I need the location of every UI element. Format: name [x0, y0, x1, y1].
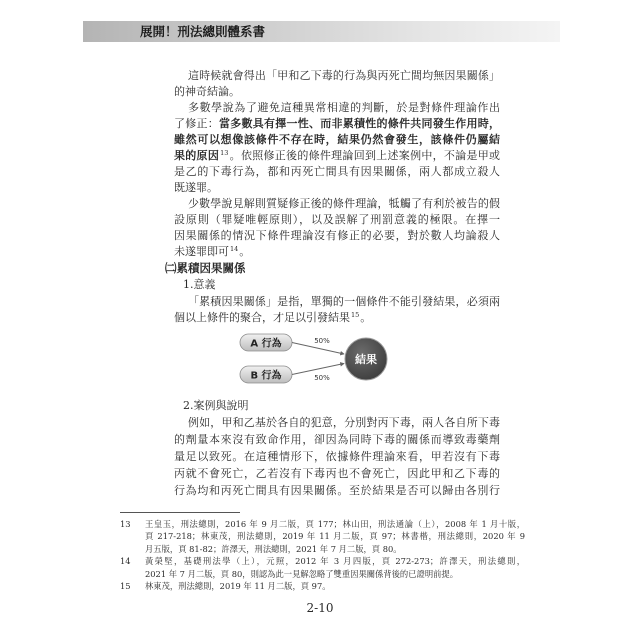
- footnote: [120, 555, 525, 580]
- result-node: [345, 338, 387, 380]
- footnote-line: 2021 年 7 月二版，頁 80，則認為此一見解忽略了雙重因果關係背後的已證明前提。: [145, 568, 459, 579]
- cumulative-causation-diagram: [230, 326, 400, 392]
- edge-b-label: 50%: [314, 374, 330, 382]
- paragraph-line: [174, 116, 500, 132]
- paragraph-line: [174, 310, 500, 326]
- paragraph-line: 多數學說為了避免這種異常相違的判斷，於是對條件理論作出: [188, 101, 500, 114]
- paragraph-line: 設原則（罪疑唯輕原則），以及誤解了刑罰意義的極限。在擇一: [174, 213, 500, 226]
- footnote-text: [145, 580, 525, 592]
- footnote-line: 王皇玉，刑法總則，2016 年 9 月二版，頁 177；林山田，刑法通論（上），2008 年 1 月十版，: [145, 519, 525, 529]
- footnote-number: 13: [120, 519, 131, 529]
- node-b-label: B 行為: [250, 370, 282, 382]
- footnote-line: 黃榮堅，基礎刑法學（上），元照，2012 年 3 月四版，頁 272-273；許澤天，刑法總則，: [145, 556, 525, 567]
- running-header-title: 展開！刑法總則體系書: [140, 24, 266, 39]
- paragraph-line: 「累積因果關係」是指，單獨的一個條件不能引發結果，必須兩: [188, 295, 500, 308]
- node-a-label: A 行為: [250, 338, 282, 350]
- alternative-causation-text: [174, 68, 500, 260]
- footnote: [120, 580, 525, 592]
- footnote-text: [145, 555, 525, 580]
- bold-text: 果的原因: [174, 149, 220, 162]
- page-number: 2-10: [306, 601, 334, 615]
- section-heading: ㈡累積因果關係: [165, 261, 246, 275]
- footnote-line: 林東茂，刑法總則，2019 年 11 月二版，頁 97。: [145, 580, 331, 591]
- paragraph-line: 丙就不會死亡，乙若沒有下毒丙也不會死亡，因此甲和乙下毒的: [174, 467, 500, 480]
- paragraph-line: 例如，甲和乙基於各自的犯意，分別對丙下毒，兩人各自所下毒: [188, 416, 500, 429]
- plain-text: 個以上條件的聚合，才足以引發結果: [174, 311, 350, 324]
- node-b: [240, 366, 292, 383]
- footnote-reference: 15: [351, 311, 360, 319]
- paragraph-line: 少數學說見解則質疑修正後的條件理論，牴觸了有利於被告的假: [188, 197, 500, 210]
- paragraph-line: 的劑量本來沒有致命作用，卻因為同時下毒的關係而導致毒藥劑: [174, 433, 500, 446]
- footnote-number: 14: [120, 556, 131, 567]
- paragraph-line: 既遂罪。: [174, 181, 218, 194]
- paragraph-line: [174, 244, 500, 260]
- footnote: [120, 518, 525, 555]
- paragraph-line: 因果關係的情況下條件理論沒有修正的必要，對於數人均論殺人: [174, 229, 500, 242]
- plain-text: 未遂罪即可: [174, 245, 229, 258]
- footnote-reference: 14: [230, 245, 239, 253]
- footnote-text: [145, 518, 525, 555]
- subsection-heading: 2.案例與說明: [183, 399, 249, 412]
- edge-b-arrow: [292, 364, 344, 375]
- plain-text: 。依照修正後的條件理論回到上述案例中，不論是甲或: [229, 149, 501, 162]
- paragraph-line: [174, 148, 500, 164]
- footnote-reference: 13: [220, 149, 229, 157]
- paragraph-line-bold: 雖然可以想像該條件不存在時，結果仍然會發生，該條件仍屬結: [174, 133, 500, 146]
- plain-text: 。: [239, 245, 251, 258]
- footnote-number: 15: [120, 580, 131, 591]
- paragraph-line: 是乙的下毒行為，都和丙死亡間具有因果關係，兩人都成立殺人: [174, 165, 500, 178]
- subsection-heading: 1.意義: [183, 278, 216, 291]
- paragraph-line: 行為均和丙死亡間具有因果關係。至於結果是否可以歸由各別行: [174, 484, 500, 497]
- paragraph-line: 的神奇結論。: [174, 85, 240, 98]
- result-label: 結果: [355, 353, 377, 366]
- node-a: [240, 334, 292, 351]
- paragraph-line: 量足以致死。在這種情形下，依據條件理論來看，甲若沒有下毒: [174, 450, 500, 463]
- footnote-line: 頁 217-218；林東茂，刑法總則，2019 年 11 月二版，頁 97；林書楷，刑法總則，2020 年 9: [145, 531, 525, 542]
- footnote-separator: [120, 512, 240, 513]
- bold-text: 當多數具有擇一性、而非累積性的條件共同發生作用時，: [219, 117, 500, 130]
- meaning-text: [174, 294, 500, 326]
- footnote-line: 月五版，頁 81-82；許澤天，刑法總則，2021 年 7 月二版，頁 80。: [145, 543, 402, 554]
- plain-text: 了修正：: [174, 117, 219, 130]
- case-text: [174, 414, 500, 499]
- edge-a-label: 50%: [314, 337, 330, 345]
- plain-text: 。: [360, 311, 372, 324]
- footnotes: [120, 518, 525, 592]
- paragraph-line: 這時候就會得出「甲和乙下毒的行為與丙死亡間均無因果關係」: [188, 69, 500, 82]
